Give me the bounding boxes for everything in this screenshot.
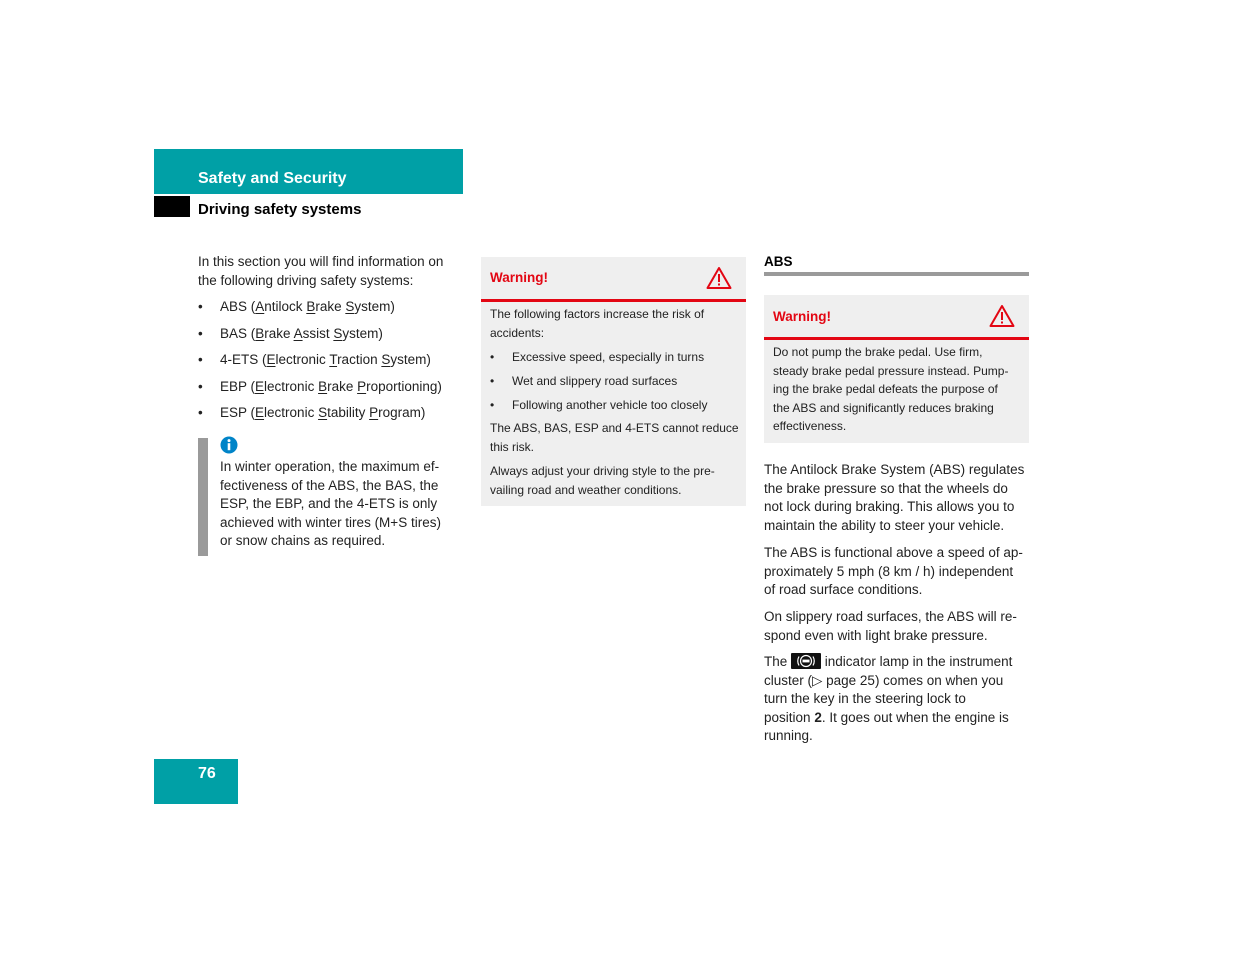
p4-text: running. bbox=[764, 728, 813, 744]
warning-header bbox=[481, 257, 746, 302]
abs-paragraph-2 bbox=[764, 544, 1032, 600]
system-initial: P bbox=[369, 405, 379, 420]
page-number: 76 bbox=[198, 765, 216, 782]
page-number-box bbox=[154, 759, 238, 804]
system-name-part: rake bbox=[264, 325, 294, 341]
system-name-part: raction bbox=[337, 352, 382, 367]
list-item: • Following another vehicle too closely bbox=[490, 396, 740, 420]
warning-text: effectiveness. bbox=[773, 419, 847, 434]
subsection-marker bbox=[154, 196, 190, 217]
warning-box-abs bbox=[764, 295, 1029, 443]
warning-header bbox=[764, 295, 1029, 340]
abs-paragraph-4 bbox=[764, 653, 1032, 746]
system-name-part: rake bbox=[327, 378, 358, 394]
note-bar bbox=[198, 438, 208, 556]
winter-note bbox=[220, 458, 465, 551]
key-position: 2 bbox=[814, 709, 822, 725]
system-name-part: lectronic bbox=[275, 352, 330, 367]
warning-text: accidents: bbox=[490, 325, 545, 340]
heading-rule bbox=[764, 272, 1029, 276]
system-initial: S bbox=[381, 352, 391, 367]
warning-text: ing the brake pedal defeats the purpose of bbox=[773, 382, 998, 397]
intro-paragraph bbox=[198, 253, 463, 290]
p4-text: . It goes out when the engine is bbox=[821, 709, 1009, 725]
p4-text: The bbox=[764, 654, 788, 669]
paragraph-line: The Antilock Brake System (ABS) regulates bbox=[764, 462, 1025, 477]
system-initial: E bbox=[266, 352, 276, 367]
warning-paragraph bbox=[490, 419, 740, 456]
system-initial: E bbox=[255, 405, 265, 420]
paragraph-line: proximately 5 mph (8 km / h) independent bbox=[764, 563, 1014, 579]
warning-text: Always adjust your driving style to the pre- bbox=[490, 464, 715, 479]
paragraph-line: spond even with light brake pressure. bbox=[764, 627, 988, 643]
system-abbr: ABS bbox=[220, 299, 248, 314]
p4-text: turn the key in the steering lock to bbox=[764, 691, 966, 707]
system-initial: S bbox=[333, 325, 343, 341]
system-name-part: tability bbox=[327, 405, 370, 420]
system-initial: P bbox=[357, 378, 367, 394]
warning-text: Do not pump the brake pedal. Use firm, bbox=[773, 345, 983, 359]
list-item: • Excessive speed, especially in turns bbox=[490, 348, 740, 372]
system-name-part: lectronic bbox=[264, 405, 319, 420]
system-name-part: ystem bbox=[390, 352, 427, 367]
system-initial: E bbox=[255, 378, 265, 394]
system-name-part: rogram bbox=[378, 405, 421, 420]
paragraph-line: maintain the ability to steer your vehicle. bbox=[764, 517, 1005, 533]
warning-paragraph bbox=[490, 462, 740, 499]
warning-text: vailing road and weather conditions. bbox=[490, 483, 682, 498]
list-item: • 4-ETS (Electronic Traction System) bbox=[198, 351, 463, 378]
paragraph-line: The ABS is functional above a speed of ap- bbox=[764, 545, 1023, 560]
system-initial: S bbox=[345, 299, 355, 314]
warning-text: this risk. bbox=[490, 439, 535, 454]
warning-box-risk bbox=[481, 257, 746, 506]
system-initial: B bbox=[255, 325, 265, 341]
system-initial: B bbox=[318, 378, 328, 394]
list-item: • BAS (Brake Assist System) bbox=[198, 325, 463, 352]
note-line: ESP, the EBP, and the 4-ETS is only bbox=[220, 496, 438, 512]
warning-label: Warning! bbox=[490, 270, 548, 285]
warning-body bbox=[773, 343, 1025, 436]
warning-text: steady brake pedal pressure instead. Pump- bbox=[773, 363, 1009, 378]
system-initial: B bbox=[306, 299, 316, 314]
abs-paragraph-3 bbox=[764, 608, 1032, 645]
paragraph-line: not lock during braking. This allows you to bbox=[764, 499, 1015, 515]
p4-text: position bbox=[764, 709, 811, 725]
note-line: or snow chains as required. bbox=[220, 533, 386, 549]
abs-paragraph-1 bbox=[764, 461, 1032, 535]
paragraph-line: On slippery road surfaces, the ABS will re- bbox=[764, 609, 1017, 624]
system-abbr: EBP bbox=[220, 378, 247, 394]
p4-text: cluster (▷ page 25) comes on when you bbox=[764, 672, 1004, 688]
warning-text: The ABS, BAS, ESP and 4-ETS cannot reduce bbox=[490, 421, 739, 436]
system-name-part: ystem bbox=[354, 299, 391, 314]
list-item: • EBP (Electronic Brake Proportioning) bbox=[198, 378, 463, 405]
note-line: In winter operation, the maximum ef- bbox=[220, 459, 440, 474]
warning-intro bbox=[490, 305, 740, 342]
system-abbr: 4-ETS bbox=[220, 352, 259, 367]
abs-heading: ABS bbox=[764, 254, 793, 269]
warning-label: Warning! bbox=[773, 309, 831, 324]
system-initial: A bbox=[255, 299, 265, 314]
warning-triangle-icon bbox=[706, 266, 732, 290]
system-name-part: ssist bbox=[302, 325, 334, 341]
warning-text: The following factors increase the risk of bbox=[490, 307, 705, 321]
p4-text: indicator lamp in the instrument bbox=[824, 654, 1013, 669]
abs-indicator-lamp-icon bbox=[791, 653, 821, 669]
system-initial: S bbox=[318, 405, 328, 420]
paragraph-line: of road surface conditions. bbox=[764, 582, 923, 598]
system-initial: T bbox=[329, 352, 338, 367]
warning-triangle-icon bbox=[989, 304, 1015, 328]
system-name-part: ystem bbox=[342, 325, 379, 341]
warning-factors-list bbox=[490, 348, 740, 419]
systems-list bbox=[198, 298, 463, 431]
note-line: achieved with winter tires (M+S tires) bbox=[220, 514, 441, 530]
list-item: • Wet and slippery road surfaces bbox=[490, 372, 740, 396]
note-line: fectiveness of the ABS, the BAS, the bbox=[220, 477, 439, 493]
warning-body bbox=[490, 305, 740, 500]
list-item: • ESP (Electronic Stability Program) bbox=[198, 404, 463, 431]
system-name-part: roportioning bbox=[366, 378, 438, 394]
system-initial: A bbox=[293, 325, 303, 341]
list-item: • ABS (Antilock Brake System) bbox=[198, 298, 463, 325]
system-abbr: ESP bbox=[220, 405, 247, 420]
info-icon bbox=[220, 436, 238, 454]
section-title: Safety and Security bbox=[198, 170, 347, 187]
system-name-part: rake bbox=[315, 299, 346, 314]
intro-text: In this section you will find information on the following driving safety systems: bbox=[198, 254, 444, 288]
system-name-part: ntilock bbox=[264, 299, 307, 314]
subsection-title: Driving safety systems bbox=[198, 201, 362, 218]
system-name-part: lectronic bbox=[264, 378, 319, 394]
warning-text: the ABS and significantly reduces braking bbox=[773, 400, 994, 415]
paragraph-line: the brake pressure so that the wheels do bbox=[764, 480, 1008, 496]
system-abbr: BAS bbox=[220, 325, 248, 341]
